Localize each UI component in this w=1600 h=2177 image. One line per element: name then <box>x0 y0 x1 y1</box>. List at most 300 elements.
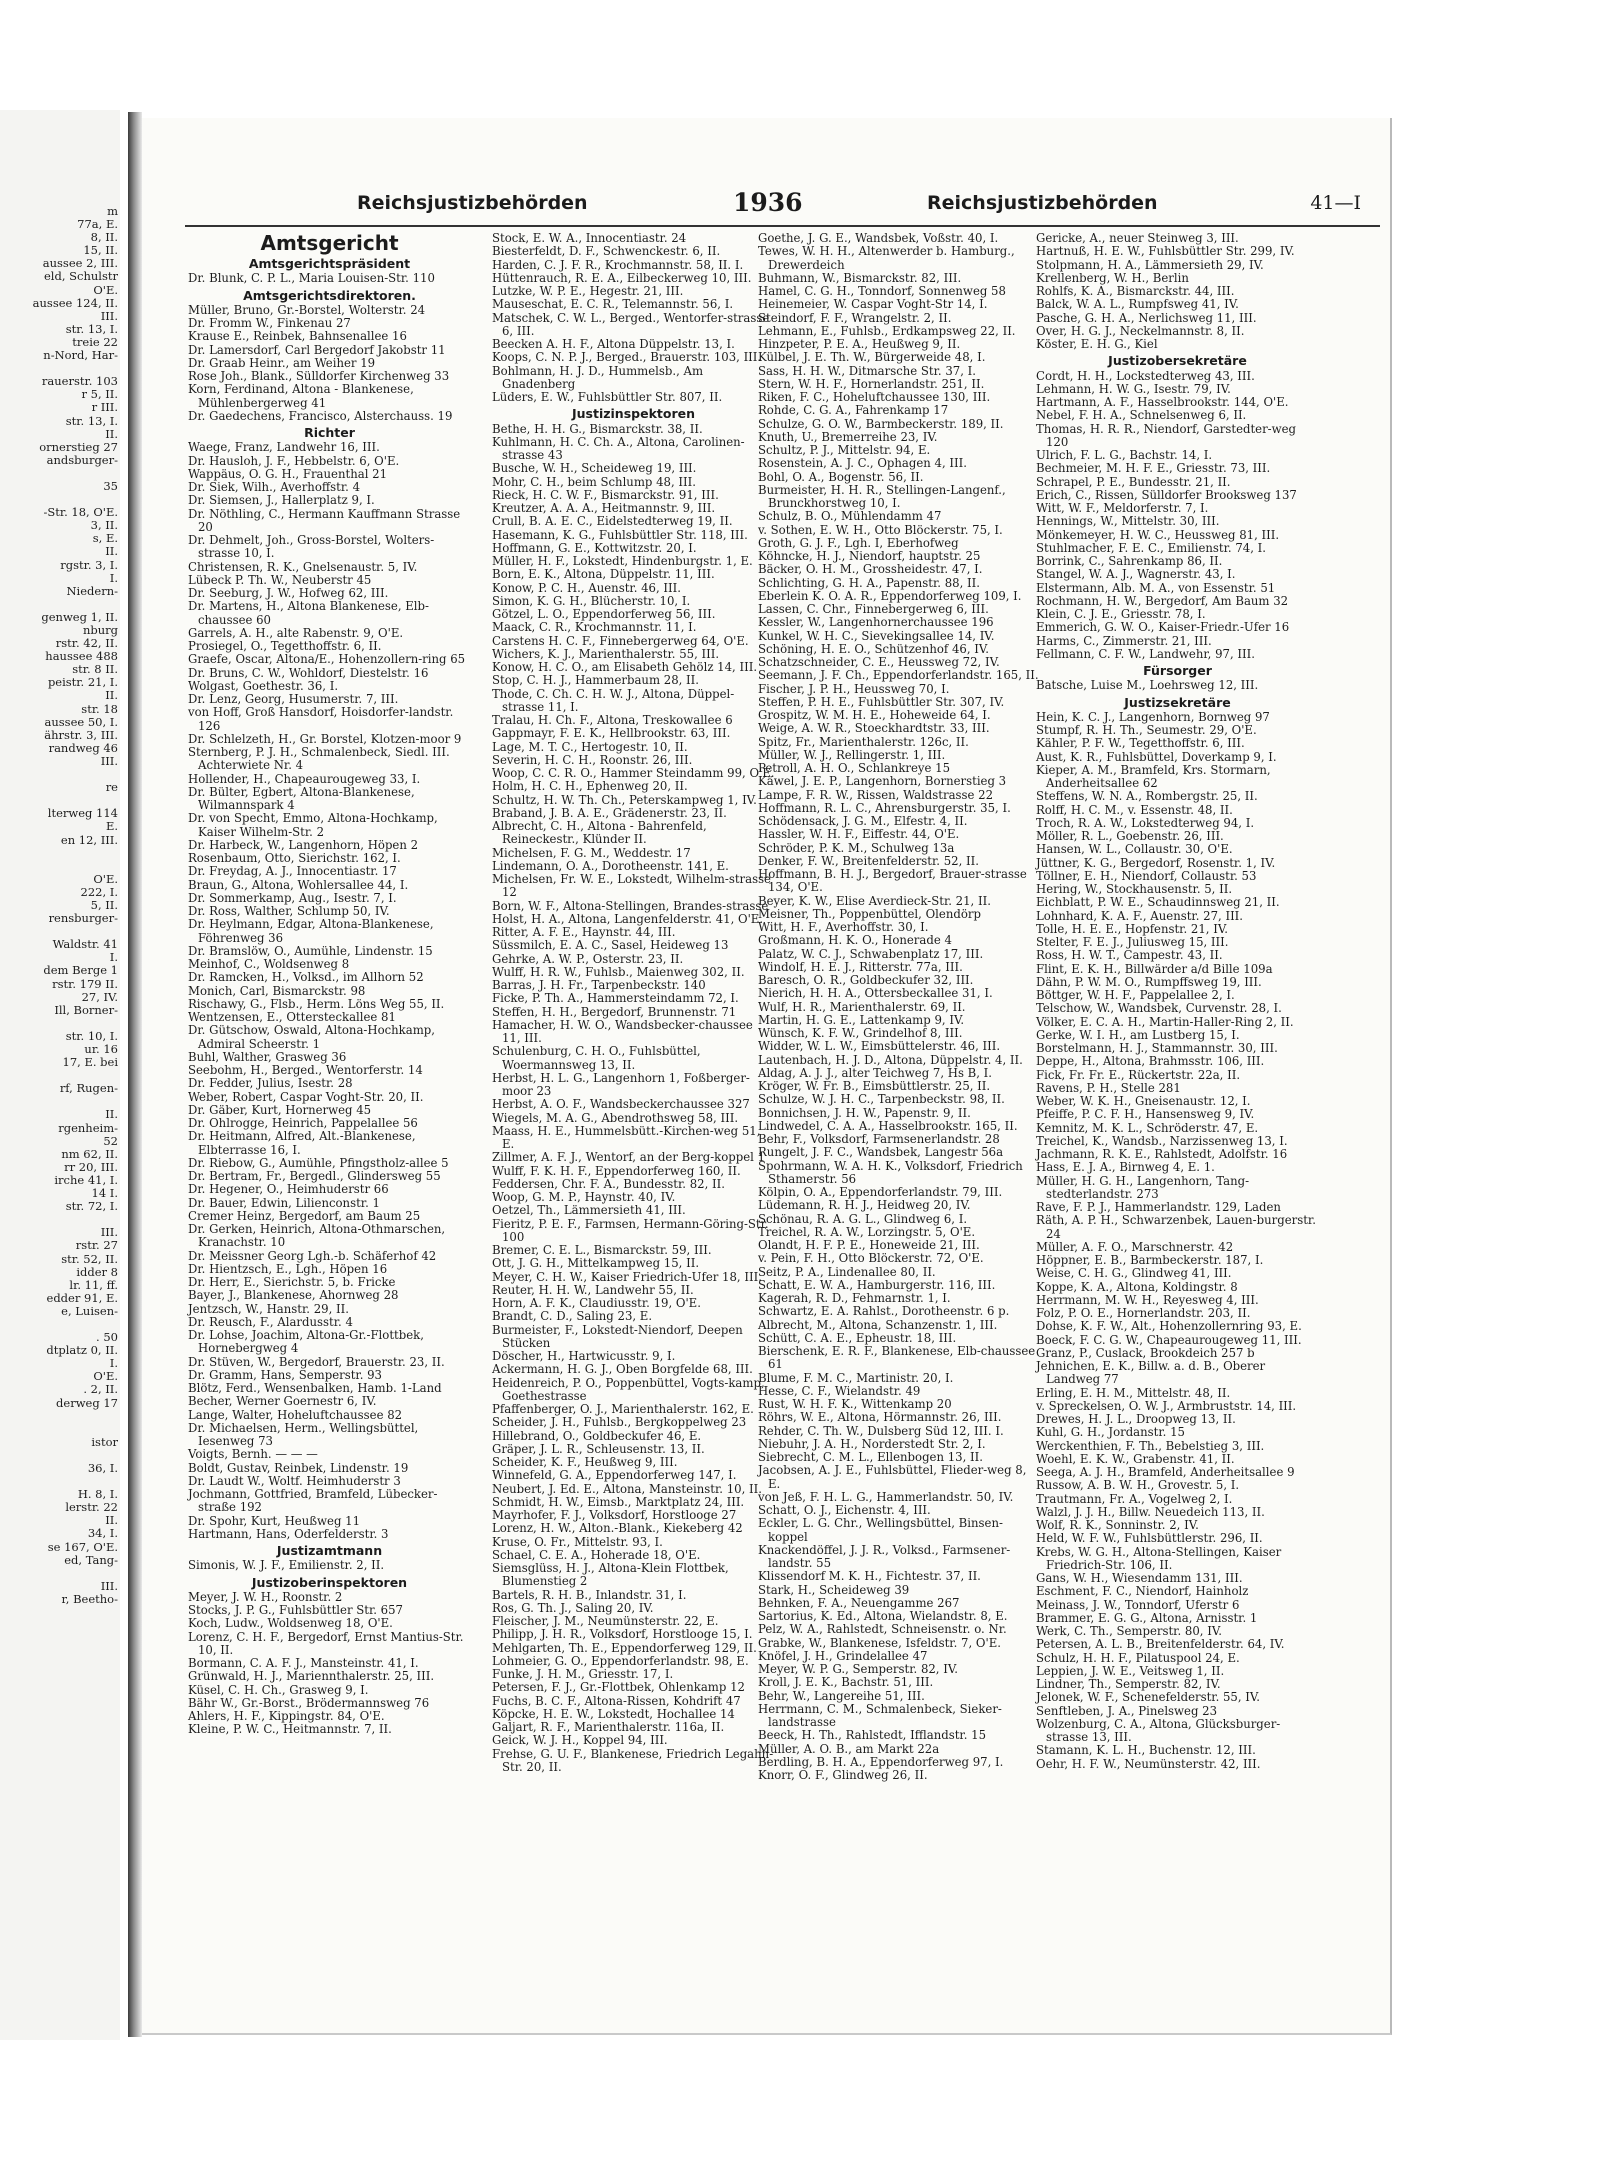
directory-entry: Leppien, J. W. E., Veitsweg 1, II. <box>1036 1663 1225 1678</box>
directory-entry: Dr. Freydag, A. J., Innocentiastr. 17 <box>188 864 397 879</box>
section-heading: Justizobersekretäre <box>1108 353 1247 369</box>
directory-entry: Konow, H. C. O., am Elisabeth Gehölz 14, III. <box>492 660 758 674</box>
directory-entry: Bonnichsen, J. H. W., Papenstr. 9, II. <box>758 1105 971 1120</box>
directory-entry: Stelter, F. E. J., Juliusweg 15, III. <box>1036 935 1229 949</box>
directory-entry: Walzl, J. J. H., Billw. Neuedeich 113, II. <box>1036 1504 1265 1519</box>
directory-entry: Hassler, W. H. F., Eiffestr. 44, O'E. <box>758 827 960 842</box>
directory-entry: Garrels, A. H., alte Rabenstr. 9, O'E. <box>188 625 404 640</box>
directory-entry: Wichers, K. J., Marienthalerstr. 55, III. <box>492 646 720 661</box>
directory-entry: Ros, G. Th. J., Saling 20, IV. <box>492 1600 654 1615</box>
prev-page-line: 15, II. <box>83 243 118 258</box>
directory-entry: Meisner, Th., Poppenbüttel, Olendörp <box>758 906 981 921</box>
directory-entry: v. Spreckelsen, O. W. J., Armbruststr. 14, III. <box>1036 1398 1297 1413</box>
directory-entry: Mayrhofer, F. J., Volksdorf, Horstlooge 27 <box>492 1508 737 1522</box>
directory-entry: Woehl, E. K. W., Grabenstr. 41, II. <box>1036 1451 1235 1466</box>
directory-entry: Stern, W. H. F., Hornerlandstr. 251, II. <box>758 376 985 391</box>
directory-entry: Dr. Bauer, Edwin, Lilienconstr. 1 <box>188 1195 380 1210</box>
directory-entry: Groth, G. J. F., Lgh. I, Eberhofweg <box>758 535 959 550</box>
directory-entry: Treichel, K., Wandsb., Narzissenweg 13, I. <box>1036 1133 1288 1148</box>
section-heading: Richter <box>304 425 355 440</box>
directory-entry: Neubert, J. Ed. E., Altona, Mansteinstr. 10, II. <box>492 1481 762 1496</box>
directory-entry: Müller, W. J., Rellingerstr. 1, III. <box>758 747 946 762</box>
directory-entry: Palatz, W. C. J., Schwabenplatz 17, III. <box>758 946 984 961</box>
directory-entry: Boldt, Gustav, Reinbek, Lindenstr. 19 <box>188 1460 409 1475</box>
directory-entry: Bayer, J., Blankenese, Ahornweg 28 <box>188 1288 399 1303</box>
directory-entry: Philipp, J. H. R., Volksdorf, Horstlooge 15, I. <box>492 1627 753 1642</box>
prev-page-line <box>0 1017 122 1030</box>
directory-entry: Hoffmann, B. H. J., Bergedorf, Brauer-strasse 134, O'E. <box>758 867 1027 895</box>
prev-page-line: H. 8, I. <box>77 1487 118 1502</box>
directory-entry: Braband, J. B. A. E., Grädenerstr. 23, II. <box>492 805 727 820</box>
directory-entry: Lage, M. T. C., Hertogestr. 10, II. <box>492 739 688 754</box>
prev-page-line <box>0 860 122 873</box>
directory-entry: v. Pein, F. H., Otto Blöckerstr. 72, O'E. <box>758 1251 984 1266</box>
directory-entry: Schatt, O. J., Eichenstr. 4, III. <box>758 1503 931 1517</box>
prev-page-line: str. 8 II. <box>72 662 118 677</box>
directory-entry: Rochmann, H. W., Bergedorf, Am Baum 32 <box>1036 593 1289 608</box>
directory-entry: Held, W. F. W., Fuhlsbüttlerstr. 296, II. <box>1036 1531 1263 1546</box>
directory-entry: Treichel, R. A. W., Lorzingstr. 5, O'E. <box>758 1224 976 1239</box>
directory-entry: Siemsglüss, H. J., Altona-Klein Flottbek, Blumenstieg 2 <box>492 1561 729 1589</box>
directory-entry: Seitz, P. A., Lindenallee 80, II. <box>758 1264 936 1279</box>
directory-entry: Koch, Ludw., Woldsenweg 18, O'E. <box>188 1616 393 1631</box>
directory-entry: Wulff, F. K. H. F., Eppendorferweg 160, II. <box>492 1163 741 1178</box>
directory-entry: Bormann, C. A. F. J., Mansteinstr. 41, I. <box>188 1656 419 1670</box>
prev-page-line: derweg 17 <box>56 1395 118 1410</box>
prev-page-line: lerstr. 22 <box>65 1500 118 1515</box>
directory-entry: Cremer Heinz, Bergedorf, am Baum 25 <box>188 1208 421 1223</box>
directory-entry: Albrecht, C. H., Altona - Bahrenfeld, Reineckestr., Klünder II. <box>492 819 707 847</box>
running-head-left: Reichsjustizbehörden <box>357 192 588 214</box>
prev-page-line <box>0 847 122 860</box>
prev-page-line: str. 10, I. <box>65 1028 118 1043</box>
directory-entry: Gerke, W. I. H., am Lustberg 15, I. <box>1036 1027 1240 1042</box>
directory-entry: Werk, C. Th., Semperstr. 80, IV. <box>1036 1624 1222 1638</box>
directory-entry: Großmann, H. K. O., Honerade 4 <box>758 933 952 948</box>
directory-entry: Oehr, H. F. W., Neumünsterstr. 42, III. <box>1036 1756 1261 1771</box>
directory-entry: Töllner, E. H., Niendorf, Collaustr. 53 <box>1036 868 1257 883</box>
directory-entry: Dr. Gütschow, Oswald, Altona-Hochkamp, Admiral Scheerstr. 1 <box>188 1023 436 1051</box>
directory-entry: Spitz, Fr., Marienthalerstr. 126c, II. <box>758 734 969 749</box>
prev-page-line: II. <box>105 1513 118 1528</box>
directory-entry: Kroll, J. E. K., Bachstr. 51, III. <box>758 1675 934 1690</box>
prev-page-line: lr. 11, ff. <box>69 1277 118 1292</box>
directory-entry: Tralau, H. Ch. F., Altona, Treskowallee 6 <box>492 713 733 727</box>
directory-entry: Troch, R. A. W., Lokstedterweg 94, I. <box>1036 815 1255 830</box>
directory-entry: Woop, C. C. R. O., Hammer Steindamm 99, O'E. <box>492 766 775 780</box>
directory-entry: Schwartz, E. A. Rahlst., Dorotheenstr. 6 p. <box>758 1304 1010 1319</box>
directory-entry: Petersen, A. L. B., Breitenfelderstr. 64, IV. <box>1036 1637 1285 1652</box>
previous-page-fragments <box>0 205 122 1935</box>
directory-entry: Sternberg, P. J. H., Schmalenbeck, Siedl. III. Achterwiete Nr. 4 <box>188 745 450 773</box>
section-heading: Justizoberinspektoren <box>251 1574 408 1590</box>
directory-entry: Weber, W. K. H., Gneisenaustr. 12, I. <box>1036 1094 1251 1108</box>
directory-entry: Höppner, E. B., Barmbeckerstr. 187, I. <box>1036 1253 1264 1267</box>
directory-entry: Dr. Bramslöw, O., Aumühle, Lindenstr. 15 <box>188 943 433 958</box>
directory-entry: Knorr, O. F., Glindweg 26, II. <box>758 1768 928 1782</box>
directory-entry: Dr. Lamersdorf, Carl Bergedorf Jakobstr 11 <box>188 342 446 357</box>
directory-entry: Schönau, R. A. G. L., Glindweg 6, I. <box>758 1211 968 1226</box>
prev-page-line: se 167, O'E. <box>47 1539 118 1554</box>
prev-page-line: II. <box>105 1107 118 1122</box>
prev-page-line: istor <box>91 1434 118 1449</box>
directory-entry: Seega, A. J. H., Bramfeld, Anderheitsallee 9 <box>1036 1465 1295 1479</box>
directory-entry: Erich, C., Rissen, Sülldorfer Brooksweg 137 <box>1036 487 1297 502</box>
directory-entry: Kieper, A. M., Bramfeld, Krs. Stormarn, Anderheitsallee 62 <box>1036 762 1271 790</box>
prev-page-line: aussee 2, III. <box>42 256 118 271</box>
directory-entry: Hamel, C. G. H., Tonndorf, Sonnenweg 58 <box>758 284 1006 298</box>
directory-entry: Dr. Gaedechens, Francisco, Alsterchauss. 19 <box>188 408 453 423</box>
directory-entry: Dr. Fedder, Julius, Isestr. 28 <box>188 1076 353 1091</box>
directory-entry: Dr. Bülter, Egbert, Altona-Blankenese, Wilmannspark 4 <box>188 784 415 812</box>
directory-entry: Dr. Nöthling, C., Hermann Kauffmann Strasse 20 <box>188 506 461 534</box>
section-heading: Justizsekretäre <box>1124 694 1231 710</box>
directory-entry: Jüttner, K. G., Bergedorf, Rosenstr. 1, IV. <box>1036 855 1276 870</box>
directory-entry: Senftleben, J. A., Pinelsweg 23 <box>1036 1703 1218 1718</box>
directory-entry: Frehse, G. U. F., Blankenese, Friedrich Legahn-Str. 20, II. <box>492 1746 774 1774</box>
section-heading: Justizinspektoren <box>572 406 695 422</box>
directory-entry: Müller, H. F., Lokstedt, Hindenburgstr. 1, E. <box>492 554 753 568</box>
directory-entry: Telschow, W., Wandsbek, Curvenstr. 28, I. <box>1036 1001 1282 1016</box>
directory-entry: Meyer, C. H. W., Kaiser Friedrich-Ufer 18, III. <box>492 1269 762 1284</box>
directory-entry: Stock, E. W. A., Innocentiastr. 24 <box>492 231 687 245</box>
directory-entry: Köster, E. H. G., Kiel <box>1036 337 1158 351</box>
directory-entry: Hartnuß, H. E. W., Fuhlsbüttler Str. 299, IV. <box>1036 244 1295 259</box>
directory-entry: Maass, H. E., Hummelsbütt.-Kirchen-weg 51, E. <box>492 1123 761 1151</box>
directory-entry: Hartmann, A. F., Hasselbrookstr. 144, O'E. <box>1036 395 1289 409</box>
directory-entry: Dr. Bruns, C. W., Wohldorf, Diestelstr. 16 <box>188 665 429 680</box>
directory-entry: Krebs, W. G. H., Altona-Stellingen, Kaiser Friedrich-Str. 106, II. <box>1036 1544 1282 1572</box>
directory-entry: v. Sothen, E. W. H., Otto Blöckerstr. 75, I. <box>758 522 1003 537</box>
directory-entry: Mauseschat, E. C. R., Telemannstr. 56, I. <box>492 297 734 312</box>
prev-page-line: 36, I. <box>87 1461 118 1475</box>
directory-entry: Albrecht, M., Altona, Schanzenstr. 1, III. <box>758 1317 998 1332</box>
directory-entry: Holst, H. A., Altona, Langenfelderstr. 41, O'E. <box>492 911 764 926</box>
directory-entry: Mohr, C. H., beim Schlump 48, III. <box>492 474 696 489</box>
prev-page-line: aussee 50, I. <box>44 714 118 729</box>
directory-entry: Weber, Robert, Caspar Voght-Str. 20, II. <box>188 1089 424 1104</box>
prev-page-line: str. 13, I. <box>65 321 118 336</box>
directory-entry: Dr. Hausloh, J. F., Hebbelstr. 6, O'E. <box>188 453 400 468</box>
directory-entry: Baresch, O. R., Goldbeckufer 32, III. <box>758 973 974 987</box>
prev-page-line: treie 22 <box>72 334 118 349</box>
directory-entry: Dr. Harbeck, W., Langenhorn, Höpen 2 <box>188 837 419 852</box>
prev-page-line: O'E. <box>93 282 118 297</box>
directory-entry: Grospitz, W. M. H. E., Hoheweide 64, I. <box>758 708 991 722</box>
directory-entry: Dr. Heylmann, Edgar, Altona-Blankenese, Föhrenweg 36 <box>188 917 434 945</box>
directory-entry: Eichblatt, P. W. E., Schaudinnsweg 21, II. <box>1036 895 1280 910</box>
directory-entry: Drewes, H. J. L., Droopweg 13, II. <box>1036 1412 1236 1426</box>
page-year: 1936 <box>733 188 803 217</box>
directory-entry: Lübeck P. Th. W., Neuberstr 45 <box>188 572 372 587</box>
section-heading: Amtsgerichtsdirektoren. <box>243 287 416 303</box>
prev-page-line: 17, E. bei <box>62 1055 118 1070</box>
directory-entry: Elstermann, Alb. M. A., von Essenstr. 51 <box>1036 580 1276 595</box>
prev-page-line: str. 18 <box>81 701 118 716</box>
directory-entry: Goethe, J. G. E., Wandsbek, Voßstr. 40, I. <box>758 231 999 245</box>
directory-entry: Tolle, H. E. E., Hopfenstr. 21, IV. <box>1036 921 1228 936</box>
directory-entry: Dr. Riebow, G., Aumühle, Pfingstholz-allee 5 <box>188 1155 449 1170</box>
directory-entry: Rungelt, J. F. C., Wandsbek, Langestr 56a <box>758 1145 1004 1160</box>
directory-entry: Ravens, P. H., Stelle 281 <box>1036 1080 1181 1095</box>
prev-page-line: nm 62, II. <box>61 1146 118 1161</box>
directory-entry: Hein, K. C. J., Langenhorn, Bornweg 97 <box>1036 709 1270 724</box>
directory-entry: Herbst, A. O. F., Wandsbeckerchaussee 327 <box>492 1097 750 1112</box>
directory-entry: Biesterfeldt, D. F., Schwenckestr. 6, II. <box>492 244 721 259</box>
prev-page-line: III. <box>100 1225 118 1240</box>
prev-page-line: edder 91, E. <box>46 1290 118 1305</box>
directory-entry: Dähn, P. W. M. O., Rumpffsweg 19, III. <box>1036 974 1262 989</box>
prev-page-line: randweg 46 <box>48 740 118 755</box>
directory-entry: Ritter, A. F. E., Haynstr. 44, III. <box>492 925 676 939</box>
directory-entry: Käwel, J. E. P., Langenhorn, Bornerstieg 3 <box>758 774 1007 789</box>
directory-entry: Reuter, H. H. W., Landwehr 55, II. <box>492 1282 694 1297</box>
directory-entry: Dr. Ohlrogge, Heinrich, Pappelallee 56 <box>188 1116 418 1130</box>
prev-page-line: II. <box>105 544 118 559</box>
directory-entry: Funke, J. H. M., Griesstr. 17, I. <box>492 1667 674 1681</box>
directory-entry: Herbst, H. L. G., Langenhorn 1, Foßberger-moor 23 <box>492 1070 750 1098</box>
directory-entry: Schöning, H. E. O., Schützenhof 46, IV. <box>758 641 989 656</box>
directory-entry: Schrapel, P. E., Bundesstr. 21, II. <box>1036 474 1231 489</box>
directory-entry: Lassen, C. Chr., Finnebergerweg 6, III. <box>758 602 989 616</box>
directory-entry: Knuth, U., Bremerreihe 23, IV. <box>758 429 938 444</box>
directory-entry: Eckler, L. G. Chr., Wellingsbüttel, Binsen-koppel <box>758 1516 1003 1544</box>
directory-entry: Hinzpeter, P. E. A., Heußweg 9, II. <box>758 337 961 351</box>
directory-entry: Over, H. G. J., Neckelmannstr. 8, II. <box>1036 323 1245 338</box>
directory-entry: Döscher, H., Hartwicusstr. 9, I. <box>492 1349 676 1363</box>
directory-entry: Buhmann, W., Bismarckstr. 82, III. <box>758 270 962 285</box>
directory-entry: Dr. Dehmelt, Joh., Gross-Borstel, Wolters-strasse 10, I. <box>188 533 435 561</box>
directory-entry: Olandt, H. F. P. E., Honeweide 21, III. <box>758 1238 980 1252</box>
directory-entry: Buhl, Walther, Grasweg 36 <box>188 1049 347 1064</box>
directory-entry: Fieritz, P. E. F., Farmsen, Hermann-Göring-Str. 100 <box>492 1216 769 1244</box>
prev-page-line <box>0 768 122 781</box>
directory-entry: Dr. Gäber, Kurt, Hornerweg 45 <box>188 1102 372 1117</box>
directory-entry: Rosenstein, A. J. C., Ophagen 4, III. <box>758 456 967 471</box>
directory-entry: Batsche, Luise M., Loehrsweg 12, III. <box>1036 678 1259 693</box>
directory-entry: Schmidt, H. W., Eimsb., Marktplatz 24, III. <box>492 1494 745 1509</box>
prev-page-line: 52 <box>103 1133 118 1148</box>
directory-entry: Thode, C. Ch. C. H. W. J., Altona, Düppel-strasse 11, I. <box>492 686 735 714</box>
directory-entry: Harms, C., Zimmerstr. 21, III. <box>1036 633 1212 648</box>
directory-entry: Lorenz, H. W., Alton.-Blank., Kiekeberg 42 <box>492 1521 743 1536</box>
directory-entry: Lorenz, C. H. F., Bergedorf, Ernst Mantius-Str. 10, II. <box>188 1629 464 1657</box>
prev-page-line: rr 20, III. <box>64 1159 118 1174</box>
directory-entry: Schulz, B. O., Mühlendamm 47 <box>758 509 942 524</box>
directory-entry: Wulff, H. R. W., Fuhlsb., Maienweg 302, II. <box>492 964 745 979</box>
directory-entry: Wappäus, O. G. H., Frauenthal 21 <box>188 466 388 481</box>
directory-entry: Hollender, H., Chapeaurougeweg 33, I. <box>188 771 421 786</box>
directory-entry: Krause E., Reinbek, Bahnsenallee 16 <box>188 329 407 344</box>
directory-entry: Knackendöffel, J. J. R., Volksd., Farmsener-landstr. 55 <box>758 1542 1011 1570</box>
prev-page-line <box>0 1095 122 1108</box>
directory-entry: Geick, W. J. H., Koppel 94, III. <box>492 1733 668 1748</box>
prev-page-line: II. <box>105 426 118 441</box>
directory-entry: Schütt, C. A. E., Epheustr. 18, III. <box>758 1330 957 1345</box>
prev-page-line: peistr. 21, I. <box>47 675 118 690</box>
directory-entry: Dr. Michaelsen, Herm., Wellingsbüttel, Iesenweg 73 <box>188 1420 419 1448</box>
prev-page-line: rf, Rugen- <box>59 1081 118 1096</box>
prev-page-line: rstr. 179 II. <box>52 976 118 991</box>
directory-entry: Kölpin, O. A., Eppendorferlandstr. 79, III. <box>758 1185 1003 1199</box>
directory-entry: Simon, K. G. H., Blücherstr. 10, I. <box>492 593 691 608</box>
column-2 <box>492 232 775 1774</box>
directory-entry: Widder, W. L. W., Eimsbüttelerstr. 46, III. <box>758 1039 1001 1054</box>
prev-page-line: str. 13, I. <box>65 413 118 428</box>
directory-entry: Burmeister, F., Lokstedt-Niendorf, Deepen Stücken <box>492 1322 743 1350</box>
directory-entry: Rose Joh., Blank., Sülldorfer Kirchenweg 33 <box>188 369 450 383</box>
directory-entry: Monich, Carl, Bismarckstr. 98 <box>188 983 366 998</box>
prev-page-line: nburg <box>82 623 118 637</box>
directory-entry: Simonis, W. J. F., Emilienstr. 2, II. <box>188 1558 385 1573</box>
directory-entry: Bremer, C. E. L., Bismarckstr. 59, III. <box>492 1243 712 1257</box>
prev-page-line: irche 41, I. <box>54 1172 118 1187</box>
prev-page-line: str. 52, II. <box>61 1251 118 1266</box>
directory-entry: Külbel, J. E. Th. W., Bürgerweide 48, I. <box>758 350 986 365</box>
directory-entry: Aldag, A. J. J., alter Teichweg 7, Hs B, I. <box>758 1065 993 1080</box>
directory-entry: Beecken A. H. F., Altona Düppelstr. 13, I. <box>492 337 735 351</box>
directory-entry: Lutzke, W. P. E., Hegestr. 21, III. <box>492 284 684 298</box>
directory-entry: Dr. Lenz, Georg, Husumerstr. 7, III. <box>188 692 399 706</box>
directory-entry: Heinemeier, W. Caspar Voght-Str 14, I. <box>758 297 988 312</box>
directory-entry: Beyer, K. W., Elise Averdieck-Str. 21, II. <box>758 893 991 908</box>
directory-entry: Schulze, W. J. H. C., Tarpenbeckstr. 98, II. <box>758 1092 1005 1107</box>
directory-entry: Grünwald, H. J., Mariennthalerstr. 25, III. <box>188 1669 435 1684</box>
directory-entry: Schael, C. E. A., Hoherade 18, O'E. <box>492 1547 701 1562</box>
directory-entry: Jehnichen, E. K., Billw. a. d. B., Oberer Landweg 77 <box>1036 1359 1266 1387</box>
prev-page-line: eld, Schulstr <box>44 269 118 284</box>
directory-entry: Schulenburg, C. H. O., Fuhlsbüttel, Woermannsweg 13, II. <box>492 1044 701 1072</box>
directory-entry: Dr. Heitmann, Alfred, Alt.-Blankenese, Elbterrasse 16, I. <box>188 1129 416 1157</box>
directory-entry: Dr. Ross, Walther, Schlump 50, IV. <box>188 904 390 918</box>
directory-entry: Carstens H. C. F., Finnebergerweg 64, O'E. <box>492 633 749 648</box>
directory-entry: Lampe, F. R. W., Rissen, Waldstrasse 22 <box>758 787 994 802</box>
directory-entry: Jelonek, W. F., Schenefelderstr. 55, IV. <box>1036 1690 1261 1705</box>
directory-entry: Tewes, W. H. H., Altenwerder b. Hamburg., Drewerdeich <box>758 244 1015 272</box>
prev-page-line: andsburger- <box>46 452 118 467</box>
directory-entry: Crull, B. A. E. C., Eidelstedterweg 19, II. <box>492 514 733 529</box>
directory-entry: Hesse, C. F., Wielandstr. 49 <box>758 1383 921 1398</box>
prev-page-line: II. <box>105 688 118 703</box>
directory-entry: Niebuhr, J. A. H., Norderstedt Str. 2, I. <box>758 1436 986 1451</box>
directory-entry: Bäcker, O. H. M., Grossheidestr. 47, I. <box>758 562 983 577</box>
prev-page-line: ornerstieg 27 <box>39 439 118 454</box>
prev-page-line: rstr. 42, II. <box>55 636 118 651</box>
directory-entry: Prosiegel, O., Tegetthoffstr. 6, II. <box>188 639 382 653</box>
prev-page-line: re <box>105 780 118 795</box>
prev-page-line: 77a, E. <box>77 217 118 232</box>
prev-page-line: Ill, Borner- <box>54 1002 118 1017</box>
directory-entry: Nierich, H. H. A., Ottersbeckallee 31, I. <box>758 986 993 1001</box>
directory-entry: von Hoff, Groß Hansdorf, Hoisdorfer-landstr. 126 <box>188 705 454 733</box>
prev-page-line: haussee 488 <box>45 649 118 664</box>
directory-entry: Eberlein K. O. A. R., Eppendorferweg 109, I. <box>758 588 1022 603</box>
directory-entry: Brandt, C. D., Saling 23, E. <box>492 1309 653 1324</box>
directory-entry: Schultz, P. J., Mittelstr. 94, E. <box>758 443 931 457</box>
directory-entry: Wulf, H. R., Marienthalerstr. 69, II. <box>758 999 966 1014</box>
directory-entry: Dr. Siek, Wilh., Averhoffstr. 4 <box>188 480 361 494</box>
prev-page-line: E. <box>105 819 118 834</box>
directory-entry: Nebel, F. H. A., Schnelsenweg 6, II. <box>1036 408 1247 423</box>
prev-page-line: Niedern- <box>66 583 118 598</box>
prev-page-line: 27, IV. <box>81 989 118 1004</box>
directory-entry: Stamann, K. L. H., Buchenstr. 12, III. <box>1036 1743 1256 1758</box>
directory-entry: Gans, W. H., Wiesendamm 131, III. <box>1036 1571 1243 1585</box>
directory-entry: Hüttenrauch, R. E. A., Eilbeckerweg 10, III. <box>492 270 752 285</box>
directory-entry: Köpcke, H. E. W., Lokstedt, Hochallee 14 <box>492 1706 735 1721</box>
directory-entry: Burmeister, H. H. R., Stellingen-Langenf., Brunckhorstweg 10, I. <box>758 482 1006 510</box>
directory-entry: Kessler, W., Langenhornerchaussee 196 <box>758 615 994 630</box>
directory-entry: Meyer, W. P. G., Semperstr. 82, IV. <box>758 1662 958 1676</box>
directory-entry: Stolpmann, H. A., Lämmersieth 29, IV. <box>1036 257 1264 272</box>
prev-page-line: r, Beetho- <box>61 1591 118 1606</box>
directory-entry: Herrmann, C. M., Schmalenbeck, Sieker-landstrasse <box>758 1701 1002 1729</box>
prev-page-line <box>0 1567 122 1580</box>
directory-entry: Schulz, H. H. F., Pilatuspool 24, E. <box>1036 1650 1240 1665</box>
directory-entry: Röhrs, W. E., Altona, Hörmannstr. 26, III. <box>758 1410 1002 1425</box>
directory-entry: Weige, A. W. R., Stoeckhardtstr. 33, III. <box>758 721 990 736</box>
prev-page-line: Waldstr. 41 <box>52 937 118 952</box>
directory-entry: Dr. Blunk, C. P. L., Maria Louisen-Str. 110 <box>188 271 435 286</box>
directory-entry: Severin, H. C. H., Roonstr. 26, III. <box>492 752 693 767</box>
directory-entry: Dr. Laudt W., Woltf. Heimhuderstr 3 <box>188 1473 401 1488</box>
directory-entry: Bechmeier, M. H. F. E., Griesstr. 73, III. <box>1036 461 1271 476</box>
prev-page-line: 3, II. <box>90 518 118 533</box>
directory-entry: Bierschenk, E. R. F., Blankenese, Elb-chaussee 61 <box>758 1344 1036 1372</box>
directory-entry: Born, W. F., Altona-Stellingen, Brandes-strasse <box>492 898 769 913</box>
directory-entry: Völker, E. C. A. H., Martin-Haller-Ring 2, II. <box>1036 1014 1294 1029</box>
directory-entry: Pasche, G. H. A., Nerlichsweg 11, III. <box>1036 310 1257 325</box>
directory-entry: Michelsen, F. G. M., Weddestr. 17 <box>492 845 691 860</box>
prev-page-line: n-Nord, Har- <box>43 348 118 363</box>
directory-entry: Grabke, W., Blankenese, Isfeldstr. 7, O'E. <box>758 1635 1001 1650</box>
directory-entry: Michelsen, Fr. W. E., Lokstedt, Wilhelm-strasse 12 <box>492 872 771 900</box>
directory-entry: Barras, J. H. Fr., Tarpenbeckstr. 140 <box>492 978 706 992</box>
directory-entry: Spohrmann, W. A. H. K., Volksdorf, Friedrich Sthamerstr. 56 <box>758 1158 1023 1186</box>
directory-entry: Dr. Sommerkamp, Aug., Isestr. 7, I. <box>188 890 397 905</box>
directory-entry: Windolf, H. E. J., Ritterstr. 77a, III. <box>758 959 963 974</box>
column-1 <box>188 232 471 1737</box>
directory-entry: Becher, Werner Goernestr 6, IV. <box>188 1394 377 1409</box>
directory-entry: Jacobsen, A. J. E., Fuhlsbüttel, Flieder-weg 8, E. <box>758 1463 1027 1491</box>
directory-entry: Balck, W. A. L., Rumpfsweg 41, IV. <box>1036 297 1239 312</box>
directory-entry: Rohlfs, K. A., Bismarckstr. 44, III. <box>1036 284 1235 298</box>
prev-page-line: s, E. <box>92 531 118 546</box>
directory-entry: Meinass, J. W., Tonndorf, Uferstr 6 <box>1036 1597 1240 1612</box>
directory-entry: von Jeß, F. H. L. G., Hammerlandstr. 50, IV. <box>758 1489 1014 1504</box>
prev-page-line: en 12, III. <box>60 832 118 847</box>
directory-entry: Dr. Fromm W., Finkenau 27 <box>188 316 351 330</box>
directory-entry: Dr. von Specht, Emmo, Altona-Hochkamp, Kaiser Wilhelm-Str. 2 <box>188 811 438 839</box>
directory-entry: Kunkel, W. H. C., Sievekingsallee 14, IV. <box>758 628 995 643</box>
prev-page-line: ur. 16 <box>84 1042 118 1056</box>
directory-entry: Wolf, R. K., Sonninstr. 2, IV. <box>1036 1518 1199 1532</box>
prev-page-line: O'E. <box>93 871 118 886</box>
directory-entry: Rolff, H. C. M., v. Essenstr. 48, II. <box>1036 802 1233 817</box>
directory-entry: Lehmann, H. W. G., Isestr. 79, IV. <box>1036 381 1231 396</box>
prev-page-line <box>0 467 122 480</box>
prev-page-line: 5, II. <box>90 897 118 912</box>
directory-entry: Dr. Stüven, W., Bergedorf, Brauerstr. 23, II. <box>188 1354 445 1369</box>
directory-entry: Rosenbaum, Otto, Sierichstr. 162, I. <box>188 851 401 865</box>
directory-entry: Pfaffenberger, O. J., Marienthalerstr. 162, E. <box>492 1402 754 1416</box>
directory-entry: Cordt, H. H., Lockstedterweg 43, III. <box>1036 368 1255 383</box>
directory-entry: Dr. Siemsen, J., Hallerplatz 9, I. <box>188 493 375 508</box>
prev-page-line: rensburger- <box>48 911 118 926</box>
directory-entry: Gehrke, A. W. P., Osterstr. 23, II. <box>492 951 684 966</box>
directory-entry: Petersen, F. J., Gr.-Flottbek, Ohlenkamp 12 <box>492 1680 745 1695</box>
directory-entry: Riken, F. C., Hoheluftchaussee 130, III. <box>758 390 991 404</box>
